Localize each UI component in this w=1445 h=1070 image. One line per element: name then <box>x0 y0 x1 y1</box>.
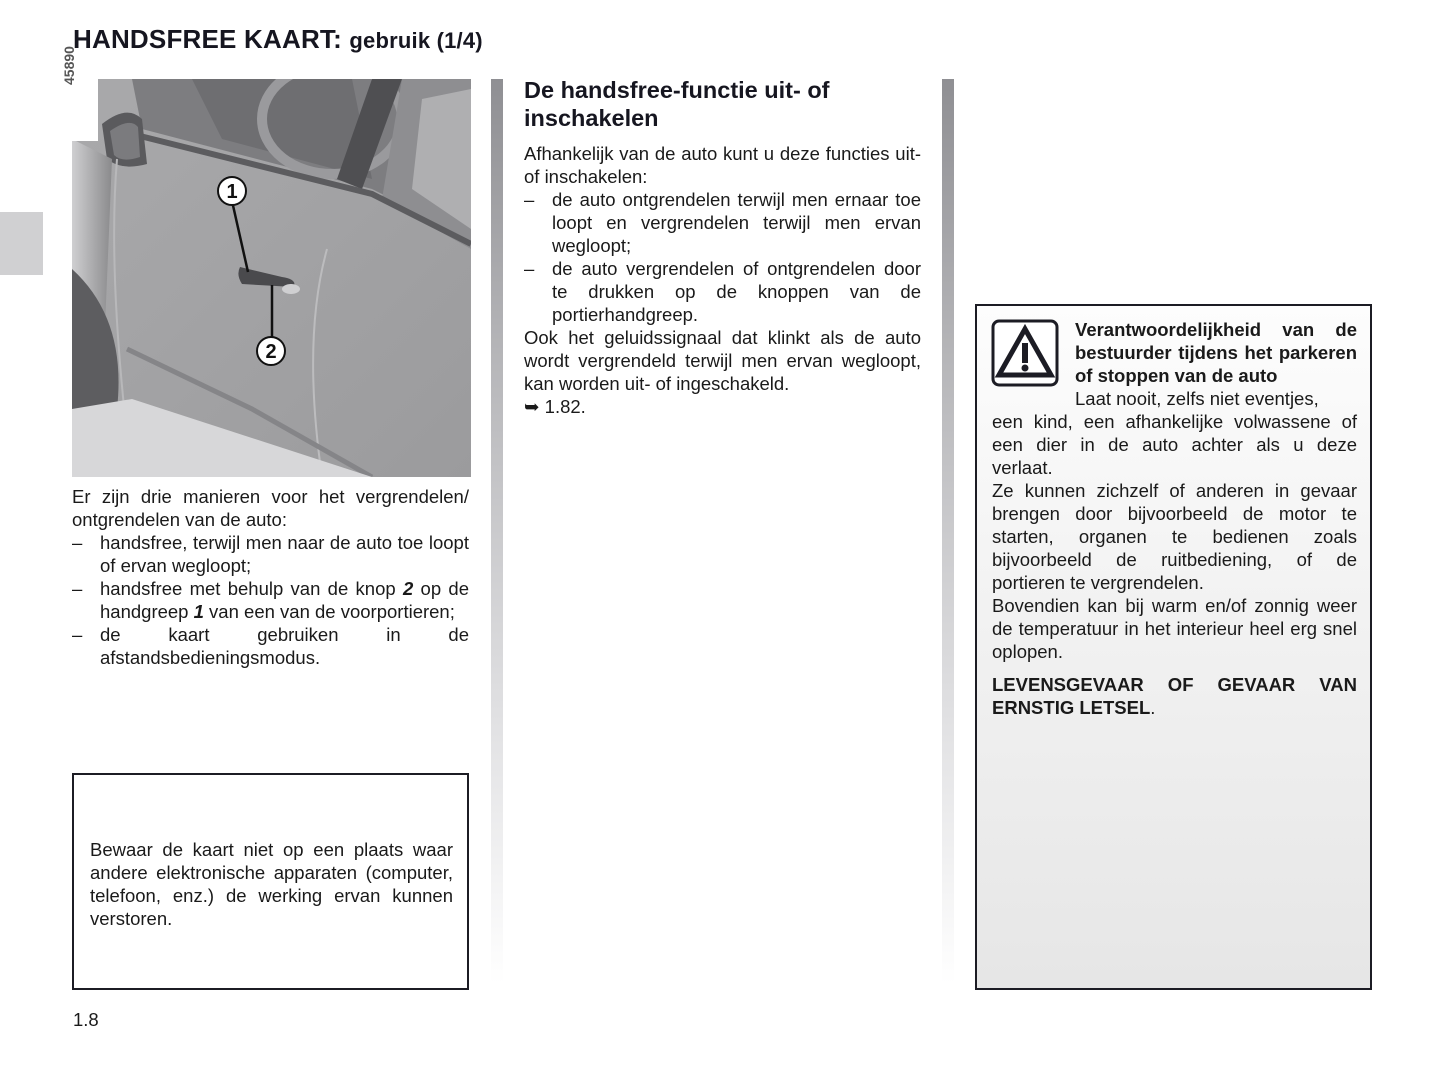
page-number: 1.8 <box>73 1009 99 1030</box>
warning-triangle-icon <box>991 319 1059 387</box>
column2-intro: Afhankelijk van de auto kunt u deze functies uit- of inschakelen: <box>524 143 921 187</box>
note-text: Bewaar de kaart niet op een plaats waar andere elektronische apparaten (computer, telefoon, enz.) de werking ervan kunnen verstoren. <box>90 839 453 929</box>
section-side-tab <box>0 212 43 275</box>
reference-link[interactable]: 1.82. <box>544 396 586 417</box>
column2-text <box>524 142 921 418</box>
callout-1 <box>218 177 246 205</box>
list-item: – handsfree met behulp van de knop 2 op de handgreep 1 van een van de voorportieren; <box>72 578 469 622</box>
list-item: – de auto ontgrendelen terwijl men ernaar toe loopt en vergrendelen terwijl men ervan wegloopt; <box>524 189 921 256</box>
button-ref-2: 2 <box>402 578 414 599</box>
section-title: De handsfree-functie uit- of inschakelen <box>524 77 830 131</box>
column2-list <box>524 188 921 326</box>
figure-id: 45890 <box>61 46 77 85</box>
column-divider-right <box>942 79 954 984</box>
handle-ref-1: 1 <box>193 601 204 622</box>
note-box <box>72 773 469 990</box>
column2-closing: Ook het geluidssignaal dat klinkt als de auto wordt vergrendeld terwijl men ervan wegloopt, kan worden uit- of ingeschakeld. <box>524 327 921 394</box>
column-divider-left <box>491 79 503 984</box>
warning-box <box>975 304 1372 990</box>
svg-text:1: 1 <box>226 181 238 203</box>
column1-text <box>72 485 469 669</box>
svg-text:2: 2 <box>265 341 277 363</box>
column1-list <box>72 531 469 669</box>
page-title-sub: gebruik (1/4) <box>349 28 483 53</box>
list-item: – de kaart gebruiken in de afstandsbedieningsmodus. <box>72 624 469 668</box>
list-item: – de auto vergrendelen of ontgrendelen door te drukken op de knoppen van de portierhandgreep. <box>524 258 921 325</box>
page-reference[interactable] <box>524 395 921 418</box>
reference-arrow-icon: ➥ <box>524 396 540 417</box>
warning-danger: LEVENSGEVAAR OF GEVAAR VAN ERNSTIG LETSEL. <box>992 674 1357 718</box>
warning-body: Laat nooit, zelfs niet eventjes, een kind, een afhankelijke volwassene of een dier in de auto achter als u deze verlaat. Ze kunnen zichzelf of anderen in gevaar brengen door bijvoorbeeld de motor te starten, organen te bedienen zoals bijvoorbeeld de ruitbediening, of de portieren te vergrendelen. Bovendien kan bij warm en/of zonnig weer de temperatuur in het interieur heel erg snel oplopen. <box>992 388 1357 662</box>
callout-2 <box>257 337 285 365</box>
car-door-handle-illustration <box>72 79 471 477</box>
warning-heading: Verantwoordelijkheid van de bestuurder tijdens het parkeren of stoppen van de auto <box>1075 319 1357 386</box>
column1-intro: Er zijn drie manieren voor het vergrendelen/ ontgrendelen van de auto: <box>72 486 469 530</box>
page-title-main: HANDSFREE KAART: <box>73 24 342 54</box>
page-title <box>73 24 483 55</box>
car-door-figure <box>72 79 471 477</box>
list-item: – handsfree, terwijl men naar de auto toe loopt of ervan wegloopt; <box>72 532 469 576</box>
